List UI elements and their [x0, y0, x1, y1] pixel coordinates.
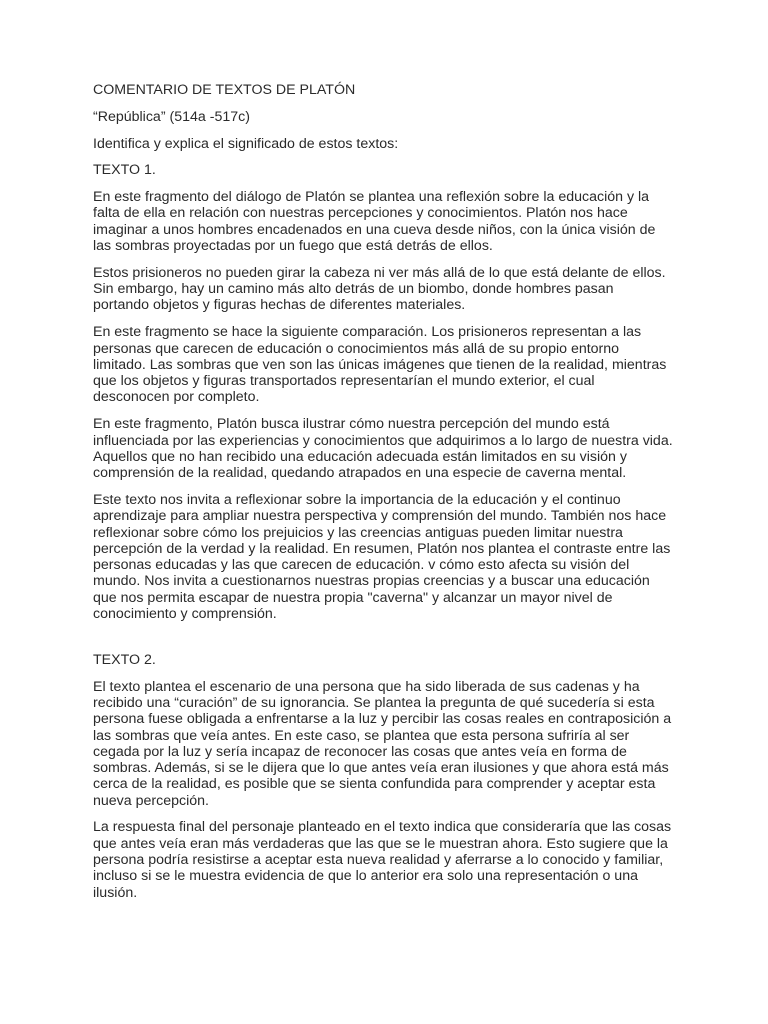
paragraph: Este texto nos invita a reflexionar sobre la importancia de la educación y el continuo aprendizaje para ampliar nuestra perspectiva y comprensión del mundo. También nos hace reflexionar sobre cómo los prejuicios y las creencias antiguas pueden limitar nuestra percepción de la verdad y la realidad. En resumen, Platón nos plantea el contraste entre las personas educadas y las que carecen de educación. v cómo esto afecta su visión del mundo. Nos invita a cuestionarnos nuestras propias creencias y a buscar una educación que nos permita escapar de nuestra propia "caverna" y alcanzar un mayor nivel de conocimiento y comprensión. [93, 491, 671, 623]
paragraph: En este fragmento se hace la siguiente comparación. Los prisioneros representan a las personas que carecen de educación o conocimientos más allá de su propio entorno limitado. Las sombras que ven son las únicas imágenes que tienen de la realidad, mientras que los objetos y figuras transportados representarían el mundo exterior, el cual desconocen por completo. [93, 324, 667, 406]
paragraph: En este fragmento del diálogo de Platón se plantea una reflexión sobre la educación y la falta de ella en relación con nuestras percepciones y conocimientos. Platón nos hace imaginar a unos hombres encadenados en una cueva desde niños, con la única visión de las sombras proyectadas por un fuego que está detrás de ellos. [93, 189, 656, 255]
document-page [93, 82, 673, 911]
section-heading: TEXTO 2. [93, 651, 156, 668]
document-title: COMENTARIO DE TEXTOS DE PLATÓN [93, 82, 356, 98]
section-texto-2 [93, 652, 673, 901]
section-texto-1 [93, 162, 673, 622]
document-instruction: Identifica y explica el significado de estos textos: [93, 135, 399, 152]
section-heading: TEXTO 1. [93, 162, 156, 179]
paragraph: La respuesta final del personaje planteado en el texto indica que consideraría que las cosas que antes veía eran más verdaderas que las que se le muestran ahora. Esto sugiere que la persona podría resistirse a aceptar esta nueva realidad y aferrarse a lo conocido y familiar, incluso si se le muestra evidencia de que lo anterior era solo una representación o una ilusión. [93, 819, 672, 901]
paragraph: El texto plantea el escenario de una persona que ha sido liberada de sus cadenas y ha recibido una “curación” de su ignorancia. Se plantea la pregunta de qué sucedería si esta persona fuese obligada a enfrentarse a la luz y percibir las cosas reales en contraposición a las sombras que veía antes. En este caso, se plantea que esta persona sufriría al ser cegada por la luz y sería incapaz de reconocer las cosas que antes veía en forma de sombras. Además, si se le dijera que lo que antes veía eran ilusiones y que ahora está más cerca de la realidad, es posible que se sienta confundida para comprender y aceptar esta nueva percepción. [93, 678, 672, 809]
paragraph: En este fragmento, Platón busca ilustrar cómo nuestra percepción del mundo está influenciada por las experiencias y conocimientos que adquirimos a lo largo de nuestra vida. Aquellos que no han recibido una educación adecuada están limitados en su visión y comprensión de la realidad, quedando atrapados en una especie de caverna mental. [93, 416, 673, 482]
section-spacer [93, 633, 673, 652]
paragraph: Estos prisioneros no pueden girar la cabeza ni ver más allá de lo que está delante de ellos. Sin embargo, hay un camino más alto detrás de un biombo, donde hombres pasan portando objetos y figuras hechas de diferentes materiales. [93, 264, 666, 314]
document-source: “República” (514a -517c) [93, 108, 250, 125]
